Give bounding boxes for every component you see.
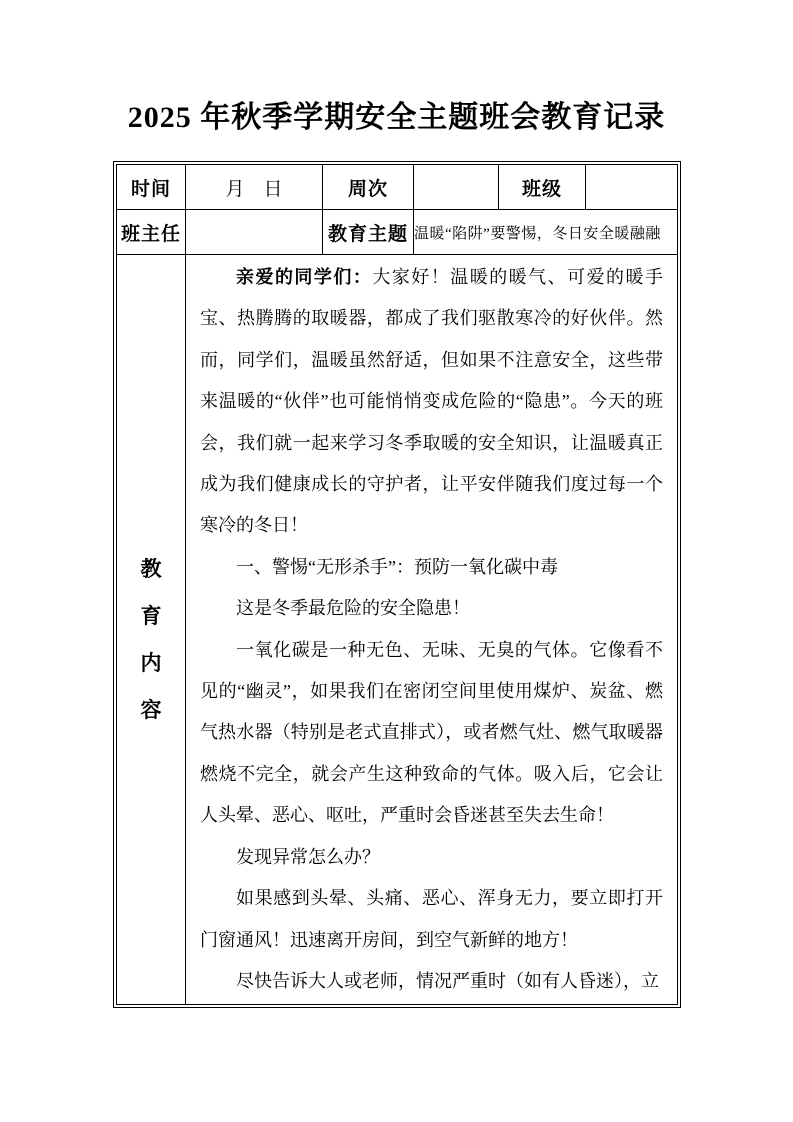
- table-row: [117, 210, 678, 255]
- record-table: [113, 161, 681, 1008]
- week-label-cell: 周次: [323, 165, 414, 210]
- table-row: [117, 165, 678, 210]
- content-label-char: 内: [140, 651, 162, 675]
- week-value-cell: [414, 165, 499, 210]
- theme-label-cell: 教育主题: [323, 210, 414, 255]
- content-text: [186, 255, 677, 1002]
- content-label-char: 容: [140, 698, 162, 722]
- table-row: [117, 255, 678, 1005]
- content-label-cell: [117, 255, 186, 1005]
- time-label-cell: 时间: [117, 165, 186, 210]
- paragraph-lead: 亲爱的同学们：: [236, 267, 373, 287]
- class-value-cell: [586, 165, 678, 210]
- page-title: 2025 年秋季学期安全主题班会教育记录: [127, 101, 666, 134]
- content-label: [117, 255, 185, 1004]
- content-paragraph: 亲爱的同学们：大家好！温暖的暖气、可爱的暖手宝、热腾腾的取暖器，都成了我们驱散寒冷的好伙伴。然而，同学们，温暖虽然舒适，但如果不注意安全，这些带来温暖的“伙伴”也可能悄悄变成危险的“隐患”。今天的班会，我们就一起来学习冬季取暖的安全知识，让温暖真正成为我们健康成长的守护者，让平安伴随我们度过每一个寒冷的冬日！: [200, 267, 664, 536]
- content-paragraph: 如果感到头晕、头痛、恶心、浑身无力，要立即打开门窗通风！迅速离开房间，到空气新鲜的地方！: [200, 888, 663, 950]
- content-cell: [186, 255, 678, 1005]
- time-value-cell: 月 日: [186, 165, 323, 210]
- content-paragraph: 一、警惕“无形杀手”：预防一氧化碳中毒: [236, 556, 558, 577]
- content-label-char: 育: [140, 604, 162, 628]
- class-label-cell: 班级: [499, 165, 586, 210]
- content-paragraph: 尽快告诉大人或老师，情况严重时（如有人昏迷），立: [236, 970, 659, 991]
- teacher-value-cell: [186, 210, 323, 255]
- theme-value-cell: 温暖“陷阱”要警惕，冬日安全暖融融: [414, 210, 678, 255]
- content-paragraph: 发现异常怎么办？: [236, 846, 380, 867]
- content-paragraph: 这是冬季最危险的安全隐患！: [236, 598, 470, 619]
- teacher-label-cell: 班主任: [117, 210, 186, 255]
- content-paragraph: 一氧化碳是一种无色、无味、无臭的气体。它像看不见的“幽灵”，如果我们在密闭空间里使用煤炉、炭盆、燃气热水器（特别是老式直排式），或者燃气灶、燃气取暖器燃烧不完全，就会产生这种致命的气体。吸入后，它会让人头晕、恶心、呕吐，严重时会昏迷甚至失去生命！: [200, 639, 663, 826]
- content-label-char: 教: [140, 557, 162, 581]
